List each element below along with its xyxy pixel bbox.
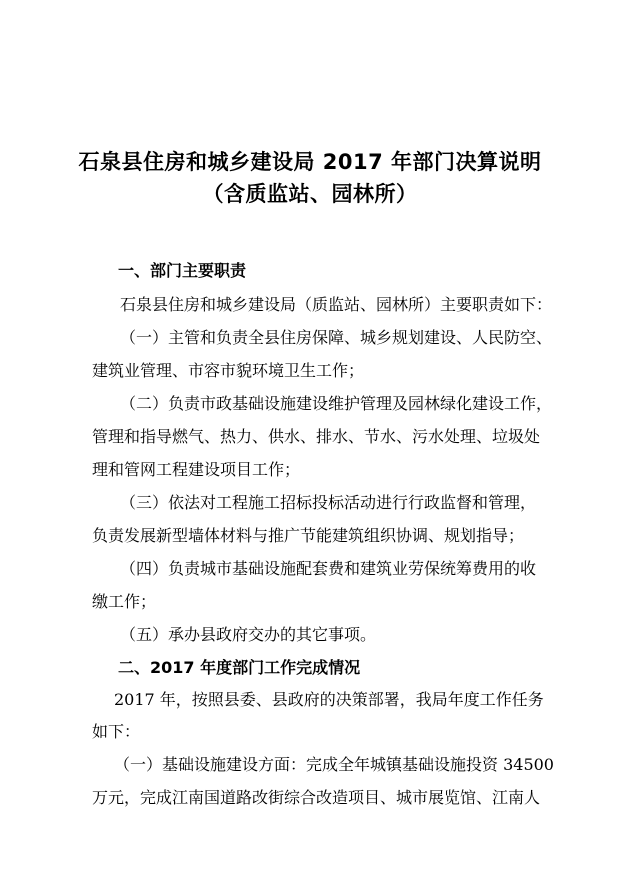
section-heading-work: 二、2017 年度部门工作完成情况 [118, 658, 361, 677]
duty-1-line-2: 建筑业管理、市容市貌环境卫生工作； [92, 361, 365, 380]
work-paragraph-line-2: 如下： [92, 722, 141, 741]
document-subtitle: （含质监站、园林所） [202, 182, 418, 206]
section-heading-duties: 一、部门主要职责 [118, 261, 247, 280]
duty-2-line-1: （二）负责市政基础设施建设维护管理及园林绿化建设工作， [120, 394, 553, 413]
duty-2-line-2: 管理和指导燃气、热力、供水、排水、节水、污水处理、垃圾处 [92, 427, 541, 446]
duty-3-line-1: （三）依法对工程施工招标投标活动进行行政监督和管理， [120, 493, 537, 512]
duty-1-line-1: （一）主管和负责全县住房保障、城乡规划建设、人民防空、 [120, 328, 553, 347]
duty-3-line-2: 负责发展新型墙体材料与推广节能建筑组织协调、规划指导； [92, 526, 525, 545]
duty-5: （五）承办县政府交办的其它事项。 [120, 625, 377, 644]
paragraph-intro: 石泉县住房和城乡建设局（质监站、园林所）主要职责如下： [120, 295, 553, 314]
duty-4-line-2: 缴工作； [92, 592, 157, 611]
duty-2-line-3: 理和管网工程建设项目工作； [92, 460, 301, 479]
work-paragraph-line-1: 2017 年，按照县委、县政府的决策部署，我局年度工作任务 [114, 690, 544, 709]
duty-4-line-1: （四）负责城市基础设施配套费和建筑业劳保统筹费用的收 [120, 559, 537, 578]
document-title: 石泉县住房和城乡建设局 2017 年部门决算说明 [78, 150, 542, 174]
work-item-1-line-2: 万元，完成江南国道路改街综合改造项目、城市展览馆、江南人 [92, 788, 541, 807]
work-item-1-line-1: （一）基础设施建设方面：完成全年城镇基础设施投资 34500 [114, 755, 554, 774]
